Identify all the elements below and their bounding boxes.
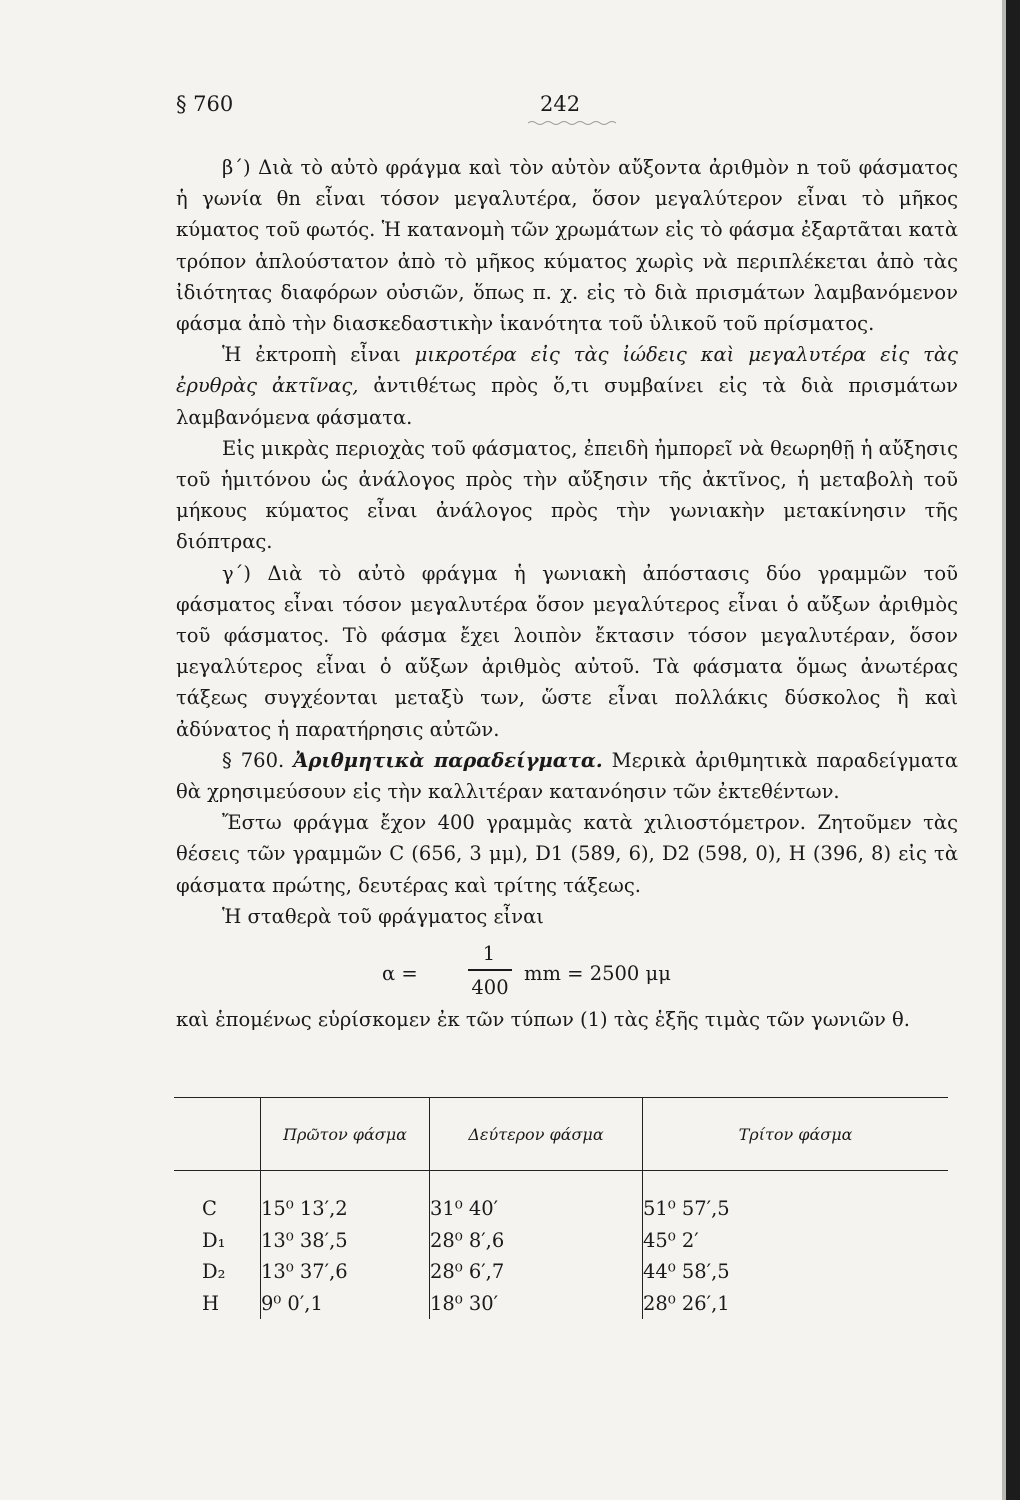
angle-table bbox=[174, 1097, 948, 1319]
paragraph-deflection bbox=[176, 339, 958, 433]
table-cell: 45⁰ 2′ bbox=[643, 1225, 949, 1257]
page-number-underline bbox=[528, 120, 618, 126]
table-row bbox=[174, 1225, 948, 1257]
paragraph-section-760 bbox=[176, 745, 958, 807]
row-label: H bbox=[202, 1291, 220, 1315]
row-label: D₂ bbox=[202, 1260, 226, 1284]
row-label: D₁ bbox=[202, 1228, 226, 1252]
table-header-corner bbox=[174, 1098, 261, 1171]
table-row bbox=[174, 1171, 948, 1225]
page-edge-shadow bbox=[1006, 0, 1020, 1500]
table-header-row bbox=[174, 1098, 948, 1171]
table-cell: 28⁰ 8′,6 bbox=[430, 1225, 643, 1257]
paragraph-constant: Ἡ σταθερὰ τοῦ φράγματος εἶναι bbox=[222, 904, 544, 928]
table-cell: 13⁰ 37′,6 bbox=[261, 1256, 430, 1288]
formula-denominator: 400 bbox=[471, 976, 509, 1000]
paragraph-text: ἀντιθέτως πρὸς ὅ,τι συμβαίνει εἰς τὰ διὰ πρισμάτων λαμβανόμενα φάσματα. bbox=[176, 374, 958, 429]
formula-lhs: α = bbox=[382, 962, 418, 986]
paragraph-results-intro: καὶ ἑπομένως εὑρίσκομεν ἐκ τῶν τύπων (1) τὰς ἑξῆς τιμὰς τῶν γωνιῶν θ. bbox=[176, 1008, 910, 1032]
table-cell: 31⁰ 40′ bbox=[430, 1171, 643, 1225]
table-header-first: Πρῶτον φάσμα bbox=[261, 1098, 430, 1171]
header-section: § 760 bbox=[176, 92, 234, 116]
formula-numerator: 1 bbox=[482, 942, 496, 966]
table-cell: 28⁰ 26′,1 bbox=[643, 1288, 949, 1320]
row-label: C bbox=[202, 1197, 217, 1221]
table-cell: 51⁰ 57′,5 bbox=[643, 1171, 949, 1225]
table-header-second: Δεύτερον φάσμα bbox=[430, 1098, 643, 1171]
paragraph-b: β΄) Διὰ τὸ αὐτὸ φράγμα καὶ τὸν αὐτὸν αὔξοντα ἀριθμὸν n τοῦ φάσματος ἡ γωνία θn εἶναι τόσον μεγαλυτέρα, ὅσον μεγαλύτερον εἶναι τὸ μῆκος κύματος τοῦ φωτός. Ἡ κατανομὴ τῶν χρωμάτων εἰς τὸ φάσμα ἐξαρτᾶται κατὰ τρόπον ἁπλούστατον ἀπὸ τὸ μῆκος κύματος χωρὶς νὰ περιπλέκεται ἀπὸ τὰς ἰδιότητας διαφόρων οὐσιῶν, ὅπως π. χ. εἰς τὸ διὰ πρισμάτων λαμβανόμενον φάσμα ἀπὸ τὴν διασκεδαστικὴν ἱκανότητα τοῦ ὑλικοῦ τοῦ πρίσματος. bbox=[176, 156, 958, 336]
paragraph-text: Μερικὰ ἀριθμητικὰ παραδείγματα θὰ χρησιμεύσουν εἰς τὴν καλλιτέραν κατανόησιν τῶν ἐκτεθέντων. bbox=[176, 748, 958, 804]
body-text bbox=[176, 152, 958, 1035]
table-cell: 18⁰ 30′ bbox=[430, 1288, 643, 1320]
paragraph-small-regions: Εἰς μικρὰς περιοχὰς τοῦ φάσματος, ἐπειδὴ ἠμπορεῖ νὰ θεωρηθῇ ἡ αὔξησις τοῦ ἡμιτόνου ὡς ἀνάλογος πρὸς τὴν αὔξησιν τῆς ἀκτῖνος, ἡ μεταβολὴ τοῦ μήκους κύματος εἶναι ἀνάλογος πρὸς τὴν γωνιακὴν μετακίνησιν τῆς διόπτρας. bbox=[176, 436, 958, 554]
section-title: Ἀριθμητικὰ παραδείγματα. bbox=[293, 748, 603, 772]
fraction-bar bbox=[468, 969, 512, 971]
section-number: § 760. bbox=[222, 748, 294, 772]
table-cell: 13⁰ 38′,5 bbox=[261, 1225, 430, 1257]
formula-rhs: mm = 2500 μμ bbox=[524, 962, 671, 986]
table-row bbox=[174, 1288, 948, 1320]
grating-constant-formula bbox=[176, 938, 958, 1004]
table-cell: 28⁰ 6′,7 bbox=[430, 1256, 643, 1288]
italic-phrase: μικροτέρα εἰς τὰς ἰώδεις καὶ μεγαλυτέρα εἰς τὰς ἐρυθρὰς ἀκτῖνας, bbox=[176, 343, 958, 398]
page-header bbox=[176, 92, 956, 122]
page-number: 242 bbox=[540, 92, 581, 116]
table-cell: 15⁰ 13′,2 bbox=[261, 1171, 430, 1225]
table-header-third: Τρίτον φάσμα bbox=[643, 1098, 949, 1171]
table-cell: 44⁰ 58′,5 bbox=[643, 1256, 949, 1288]
paragraph-c: γ΄) Διὰ τὸ αὐτὸ φράγμα ἡ γωνιακὴ ἀπόστασις δύο γραμμῶν τοῦ φάσματος εἶναι τόσον μεγαλυτέρα ὅσον μεγαλύτερος εἶναι ὁ αὔξων ἀριθμὸς τοῦ φάσματος. Τὸ φάσμα ἔχει λοιπὸν ἔκτασιν τόσον μεγαλυτέραν, ὅσον μεγαλύτερος εἶναι ὁ αὔξων ἀριθμὸς αὐτοῦ. Τὰ φάσματα ὅμως ἀνωτέρας τάξεως συγχέονται μεταξὺ των, ὥστε εἶναι πολλάκις δύσκολος ἢ καὶ ἀδύνατος ἡ παρατήρησις αὐτῶν. bbox=[176, 561, 958, 741]
paragraph-example: Ἔστω φράγμα ἔχον 400 γραμμὰς κατὰ χιλιοστόμετρον. Ζητοῦμεν τὰς θέσεις τῶν γραμμῶν C (656, 3 μμ), D1 (589, 6), D2 (598, 0), H (396, 8) εἰς τὰ φάσματα πρώτης, δευτέρας καὶ τρίτης τάξεως. bbox=[176, 811, 958, 897]
paragraph-text: Ἡ ἐκτροπὴ εἶναι bbox=[222, 343, 415, 367]
page-edge-line bbox=[1002, 0, 1006, 1500]
table-cell: 9⁰ 0′,1 bbox=[261, 1288, 430, 1320]
table-row bbox=[174, 1256, 948, 1288]
